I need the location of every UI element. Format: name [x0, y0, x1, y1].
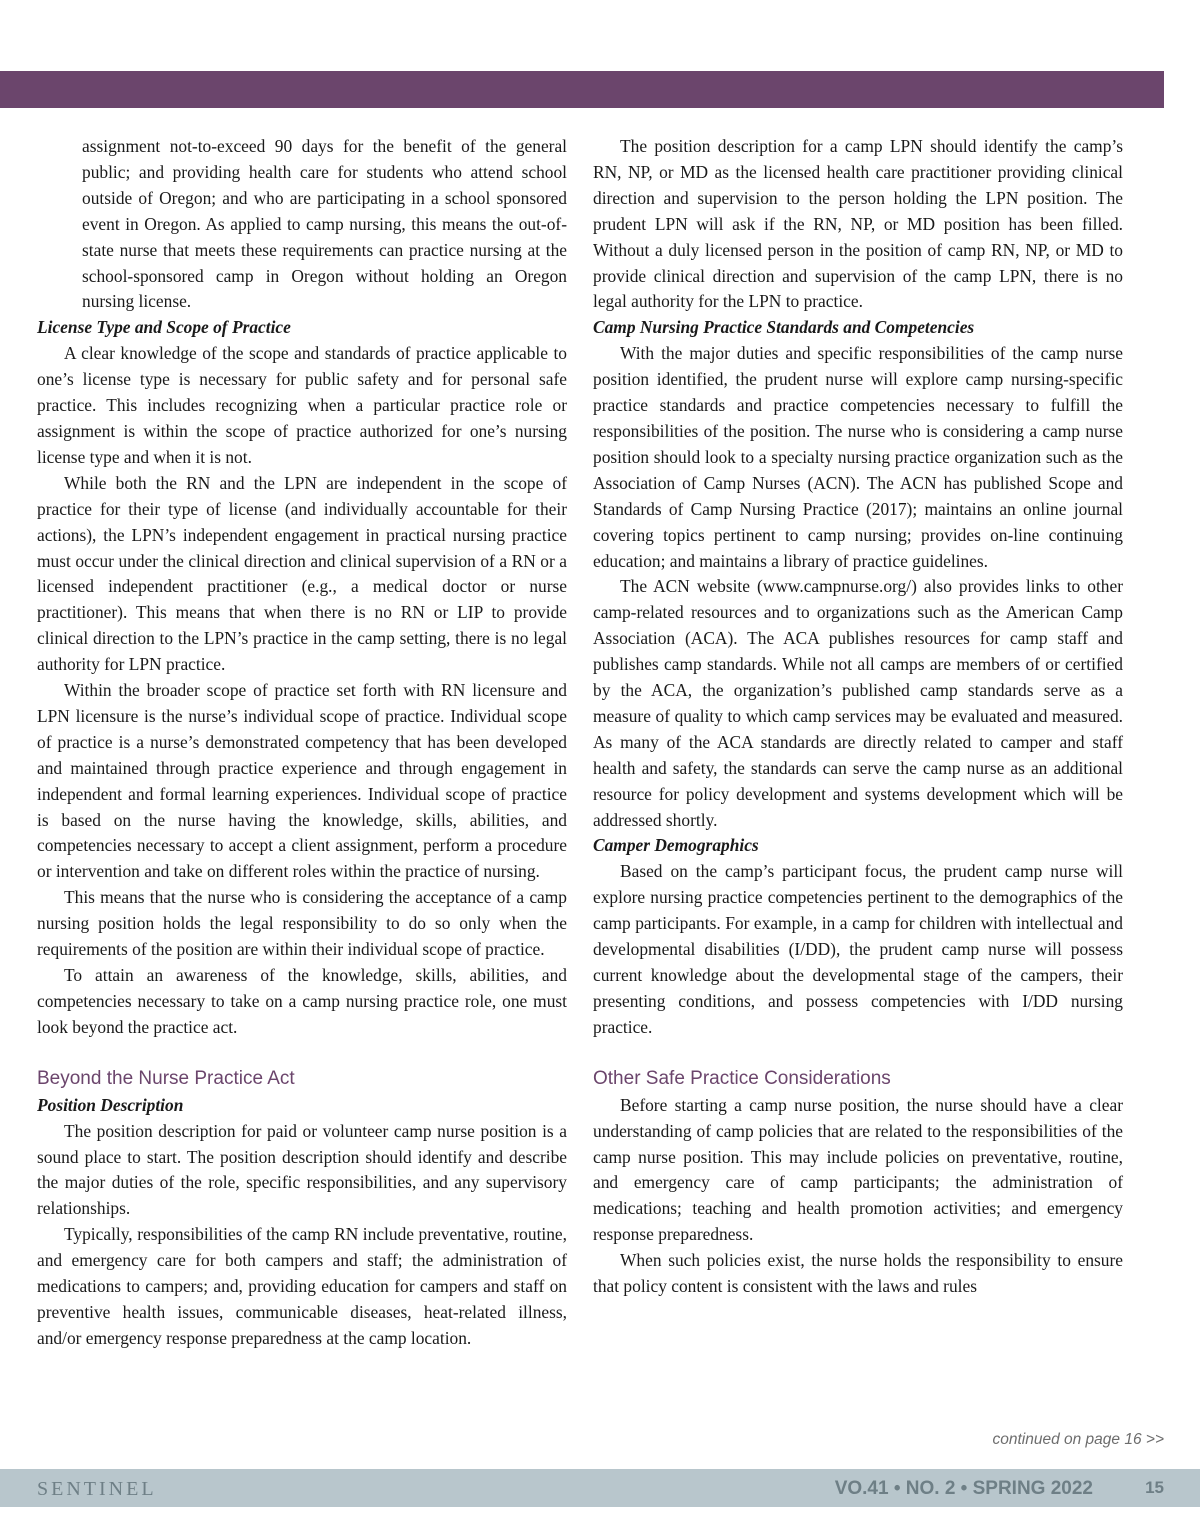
- license-paragraph-3: Within the broader scope of practice set forth with RN licensure and LPN licensure is the nurse’s individual scope of practice. Individual scope of practice is a nurse’s demonstrated competency that has been developed and maintained through practice experience and through engagement in independent and formal learning experiences. Individual scope of practice is based on the nurse having the knowledge, skills, abilities, and competencies necessary to accept a client assignment, perform a procedure or intervention and take on different roles within the practice of nursing.: [37, 680, 567, 882]
- section-heading-beyond: Beyond the Nurse Practice Act: [37, 1067, 295, 1089]
- license-paragraph-5: To attain an awareness of the knowledge, skills, abilities, and competencies necessary to take on a camp nursing practice role, one must look beyond the practice act.: [37, 965, 567, 1037]
- other-paragraph-1: Before starting a camp nurse position, the nurse should have a clear understanding of camp policies that are related to the responsibilities of the camp nurse position. This may include policies on preventative, routine, and emergency care of camp participants; the administration of medications; teaching and health promotion activities; and emergency response preparedness.: [593, 1094, 1123, 1245]
- license-paragraph-1: A clear knowledge of the scope and standards of practice applicable to one’s license type is necessary for public safety and for personal safe practice. This includes recognizing when a particular practice role or assignment is within the scope of practice authorized for one’s nursing license type and when it is not.: [37, 343, 567, 467]
- footer-issue: VO.41 • NO. 2 • SPRING 2022: [834, 1478, 1093, 1499]
- page-number: 15: [1145, 1478, 1164, 1497]
- header-accent-bar: [0, 71, 1164, 108]
- license-paragraph-4: This means that the nurse who is considering the acceptance of a camp nursing position holds the legal responsibility to do so only when the requirements of the position are within their individual scope of practice.: [37, 887, 567, 960]
- left-column: [37, 134, 567, 1352]
- intro-paragraph: assignment not-to-exceed 90 days for the benefit of the general public; and providing health care for students who attend school outside of Oregon; and who are participating in a school sponsored event in Oregon. As applied to camp nursing, this means the out-of-state nurse that meets these requirements can practice nursing at the school-sponsored camp in Oregon without holding an Oregon nursing license.: [82, 136, 567, 312]
- position-paragraph-1: The position description for paid or volunteer camp nurse position is a sound place to start. The position description should identify and describe the major duties of the role, specific responsibilities, and any supervisory relationships.: [37, 1120, 567, 1219]
- footer-bar: [0, 1469, 1200, 1507]
- right-column: [593, 134, 1123, 1300]
- subhead-position-description: Position Description: [37, 1094, 184, 1115]
- position-paragraph-2: Typically, responsibilities of the camp RN include preventative, routine, and emergency care for both campers and staff; the administration of medications to campers; and, providing education for campers and staff on preventive health issues, communicable diseases, heat-related illness, and/or emergency response preparedness at the camp location.: [37, 1224, 567, 1348]
- demographics-paragraph: Based on the camp’s participant focus, the prudent camp nurse will explore nursing practice competencies pertinent to the demographics of the camp participants. For example, in a camp for children with intellectual and developmental disabilities (I/DD), the prudent camp nurse will possess current knowledge about the developmental stage of the campers, their presenting conditions, and possess competencies with I/DD nursing practice.: [593, 861, 1123, 1037]
- subhead-demographics: Camper Demographics: [593, 835, 759, 856]
- subhead-standards: Camp Nursing Practice Standards and Competencies: [593, 317, 975, 338]
- section-heading-other: Other Safe Practice Considerations: [593, 1067, 891, 1089]
- other-paragraph-2: When such policies exist, the nurse holds the responsibility to ensure that policy content is consistent with the laws and rules: [593, 1250, 1123, 1297]
- continued-link[interactable]: continued on page 16 >>: [992, 1431, 1164, 1448]
- license-paragraph-2: While both the RN and the LPN are independent in the scope of practice for their type of license (and individually accountable for their actions), the LPN’s independent engagement in practical nursing practice must occur under the clinical direction and clinical supervision of a RN or a licensed independent practitioner (e.g., a medical doctor or nurse practitioner). This means that when there is no RN or LIP to provide clinical direction to the LPN’s practice in the camp setting, there is no legal authority for LPN practice.: [37, 472, 567, 675]
- lpn-paragraph: The position description for a camp LPN should identify the camp’s RN, NP, or MD as the licensed health care practitioner providing clinical direction and supervision to the person holding the LPN position. The prudent LPN will ask if the RN, NP, or MD position has been filled. Without a duly licensed person in the position of camp RN, NP, or MD to provide clinical direction and supervision of the camp LPN, there is no legal authority for the LPN to practice.: [593, 136, 1123, 312]
- standards-paragraph-2: The ACN website (www.campnurse.org/) also provides links to other camp-related resources and to organizations such as the American Camp Association (ACA). The ACA publishes resources for camp staff and publishes camp standards. While not all camps are members of or certified by the ACA, the organization’s published camp standards serve as a measure of quality to which camp services may be evaluated and measured. As many of the ACA standards are directly related to camper and staff health and safety, the standards can serve the camp nurse as an additional resource for policy development and systems development which will be addressed shortly.: [593, 576, 1123, 830]
- subhead-license-type: License Type and Scope of Practice: [37, 317, 291, 338]
- footer-brand: SENTINEL: [37, 1478, 157, 1500]
- standards-paragraph-1: With the major duties and specific responsibilities of the camp nurse position identified, the prudent nurse will explore camp nursing-specific practice standards and practice competencies necessary to fulfill the responsibilities of the position. The nurse who is considering a camp nurse position should look to a specialty nursing practice organization such as the Association of Camp Nurses (ACN). The ACN has published Scope and Standards of Camp Nursing Practice (2017); maintains an online journal covering topics pertinent to camp nursing; provides on-line continuing education; and maintains a library of practice guidelines.: [593, 343, 1123, 571]
